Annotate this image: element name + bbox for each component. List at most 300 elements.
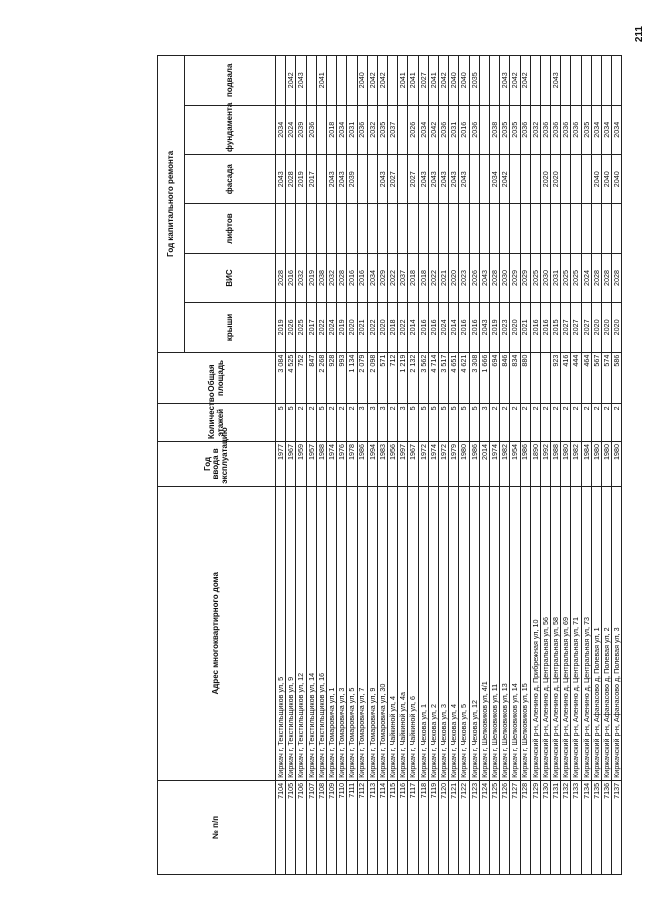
row-repair-lifts bbox=[428, 204, 438, 253]
row-area bbox=[540, 352, 550, 404]
row-number: 7134 bbox=[581, 780, 591, 874]
row-repair-foundation: 2026 bbox=[408, 105, 418, 154]
row-repair-roof: 2024 bbox=[439, 303, 449, 352]
row-repair-lifts bbox=[530, 204, 540, 253]
row-repair-basement bbox=[540, 56, 550, 106]
row-repair-basement: 2042 bbox=[286, 56, 296, 106]
table-row bbox=[388, 56, 398, 875]
rotated-table-sheet bbox=[157, 55, 622, 875]
row-address: Киржачский р-н, Аленино д, Центральная ул, 58 bbox=[551, 486, 561, 780]
row-year: 1890 bbox=[530, 442, 540, 487]
row-repair-roof: 2020 bbox=[347, 303, 357, 352]
row-repair-vis: 2028 bbox=[276, 253, 286, 302]
row-floors: 2 bbox=[510, 404, 520, 442]
row-address: Киржачский р-н, Аленино д, Центральная ул, 71 bbox=[571, 486, 581, 780]
row-number: 7108 bbox=[316, 780, 326, 874]
row-repair-lifts bbox=[388, 204, 398, 253]
row-repair-facade: 2017 bbox=[306, 155, 316, 204]
row-repair-basement bbox=[591, 56, 601, 106]
row-floors: 2 bbox=[602, 404, 612, 442]
row-year: 1974 bbox=[489, 442, 499, 487]
row-year: 1974 bbox=[326, 442, 336, 487]
row-repair-roof: 2020 bbox=[377, 303, 387, 352]
row-repair-lifts bbox=[612, 204, 622, 253]
row-year: 1992 bbox=[540, 442, 550, 487]
row-area: 444 bbox=[571, 352, 581, 404]
row-number: 7119 bbox=[428, 780, 438, 874]
row-year: 1982 bbox=[500, 442, 510, 487]
row-year: 1957 bbox=[306, 442, 316, 487]
row-repair-foundation: 2036 bbox=[551, 105, 561, 154]
row-address: Киржач г, Шелковиков ул, 15 bbox=[520, 486, 530, 780]
row-repair-facade: 2039 bbox=[347, 155, 357, 204]
row-repair-lifts bbox=[276, 204, 286, 253]
row-repair-foundation: 2042 bbox=[428, 105, 438, 154]
row-area: 923 bbox=[551, 352, 561, 404]
header-year: Год ввода в эксплуатацию bbox=[158, 442, 276, 487]
row-address: Киржач г, Томаровича ул, 5 bbox=[347, 486, 357, 780]
row-repair-facade: 2043 bbox=[337, 155, 347, 204]
row-repair-foundation: 2034 bbox=[337, 105, 347, 154]
row-year: 1979 bbox=[449, 442, 459, 487]
row-repair-foundation: 2037 bbox=[388, 105, 398, 154]
row-area: 574 bbox=[602, 352, 612, 404]
row-area: 1 134 bbox=[347, 352, 357, 404]
row-floors: 2 bbox=[551, 404, 561, 442]
row-repair-basement bbox=[347, 56, 357, 106]
row-repair-vis: 2030 bbox=[540, 253, 550, 302]
row-address: Киржач г, Шелковиков ул, 4/1 bbox=[479, 486, 489, 780]
row-repair-foundation: 2034 bbox=[602, 105, 612, 154]
row-repair-roof: 2027 bbox=[581, 303, 591, 352]
row-repair-basement bbox=[612, 56, 622, 106]
row-repair-lifts bbox=[510, 204, 520, 253]
row-repair-lifts bbox=[459, 204, 469, 253]
row-floors: 5 bbox=[316, 404, 326, 442]
row-number: 7113 bbox=[367, 780, 377, 874]
row-repair-roof: 2014 bbox=[449, 303, 459, 352]
row-repair-roof: 2021 bbox=[357, 303, 367, 352]
row-address: Киржач г, Томаровича ул, 7 bbox=[357, 486, 367, 780]
row-number: 7106 bbox=[296, 780, 306, 874]
row-repair-lifts bbox=[316, 204, 326, 253]
row-year: 1954 bbox=[510, 442, 520, 487]
table-row bbox=[428, 56, 438, 875]
row-year: 2014 bbox=[479, 442, 489, 487]
row-repair-foundation: 2034 bbox=[418, 105, 428, 154]
row-floors: 2 bbox=[296, 404, 306, 442]
row-number: 7121 bbox=[449, 780, 459, 874]
row-repair-foundation bbox=[479, 105, 489, 154]
row-year: 1977 bbox=[276, 442, 286, 487]
row-repair-basement bbox=[479, 56, 489, 106]
row-repair-foundation: 2036 bbox=[561, 105, 571, 154]
table-row bbox=[367, 56, 377, 875]
row-year: 1976 bbox=[337, 442, 347, 487]
row-repair-facade bbox=[571, 155, 581, 204]
row-repair-vis: 2016 bbox=[357, 253, 367, 302]
row-year: 1986 bbox=[520, 442, 530, 487]
row-address: Киржач г, Чайкиной ул, 6 bbox=[408, 486, 418, 780]
row-year: 1983 bbox=[377, 442, 387, 487]
row-repair-roof: 2014 bbox=[408, 303, 418, 352]
row-repair-basement: 2043 bbox=[551, 56, 561, 106]
row-repair-roof: 2016 bbox=[428, 303, 438, 352]
row-floors: 5 bbox=[469, 404, 479, 442]
row-area: 464 bbox=[581, 352, 591, 404]
row-area: 694 bbox=[489, 352, 499, 404]
row-repair-roof: 2016 bbox=[469, 303, 479, 352]
row-address: Киржач г, Текстильщиков ул, 14 bbox=[306, 486, 316, 780]
row-repair-facade bbox=[530, 155, 540, 204]
row-repair-vis: 2023 bbox=[459, 253, 469, 302]
row-address: Киржачский р-н, Афанасово д, Полевая ул, 1 bbox=[591, 486, 601, 780]
row-repair-vis: 2020 bbox=[449, 253, 459, 302]
row-floors: 2 bbox=[540, 404, 550, 442]
row-year: 1980 bbox=[591, 442, 601, 487]
row-repair-vis: 2034 bbox=[367, 253, 377, 302]
row-repair-vis: 2037 bbox=[398, 253, 408, 302]
row-address: Киржач г, Шелковиков ул, 13 bbox=[500, 486, 510, 780]
table-row bbox=[571, 56, 581, 875]
row-repair-vis: 2043 bbox=[479, 253, 489, 302]
row-repair-foundation: 2031 bbox=[347, 105, 357, 154]
row-repair-facade: 2040 bbox=[602, 155, 612, 204]
row-address: Киржач г, Томаровича ул, 3 bbox=[337, 486, 347, 780]
row-floors: 3 bbox=[357, 404, 367, 442]
row-repair-foundation: 2035 bbox=[500, 105, 510, 154]
row-area: 3 084 bbox=[276, 352, 286, 404]
row-repair-vis: 2028 bbox=[591, 253, 601, 302]
row-number: 7118 bbox=[418, 780, 428, 874]
row-year: 1980 bbox=[561, 442, 571, 487]
row-repair-roof: 2018 bbox=[388, 303, 398, 352]
header-vis: ВИС bbox=[185, 253, 276, 302]
row-repair-vis: 2024 bbox=[581, 253, 591, 302]
row-number: 7128 bbox=[520, 780, 530, 874]
row-repair-vis: 2016 bbox=[286, 253, 296, 302]
row-repair-roof: 2020 bbox=[510, 303, 520, 352]
row-floors: 5 bbox=[449, 404, 459, 442]
row-repair-roof: 2016 bbox=[418, 303, 428, 352]
row-repair-lifts bbox=[500, 204, 510, 253]
row-number: 7127 bbox=[510, 780, 520, 874]
row-address: Киржач г, Чехова ул, 12 bbox=[469, 486, 479, 780]
table-row bbox=[459, 56, 469, 875]
row-area: 2 098 bbox=[367, 352, 377, 404]
header-address: Адрес многоквартирного дома bbox=[158, 486, 276, 780]
row-number: 7132 bbox=[561, 780, 571, 874]
row-number: 7120 bbox=[439, 780, 449, 874]
row-repair-lifts bbox=[449, 204, 459, 253]
table-row bbox=[530, 56, 540, 875]
row-repair-basement: 2035 bbox=[469, 56, 479, 106]
row-repair-vis: 2022 bbox=[388, 253, 398, 302]
row-repair-roof: 2017 bbox=[306, 303, 316, 352]
row-number: 7105 bbox=[286, 780, 296, 874]
row-year: 1974 bbox=[428, 442, 438, 487]
row-number: 7135 bbox=[591, 780, 601, 874]
row-year: 1980 bbox=[459, 442, 469, 487]
row-area: 712 bbox=[388, 352, 398, 404]
row-repair-roof: 2043 bbox=[479, 303, 489, 352]
row-floors: 2 bbox=[520, 404, 530, 442]
row-repair-vis: 2031 bbox=[551, 253, 561, 302]
row-area: 846 bbox=[500, 352, 510, 404]
row-year: 1982 bbox=[571, 442, 581, 487]
table-row bbox=[337, 56, 347, 875]
row-repair-facade: 2043 bbox=[449, 155, 459, 204]
row-repair-foundation: 2036 bbox=[520, 105, 530, 154]
row-repair-foundation: 2034 bbox=[591, 105, 601, 154]
row-floors: 3 bbox=[377, 404, 387, 442]
row-repair-facade bbox=[581, 155, 591, 204]
table-row bbox=[306, 56, 316, 875]
table-row bbox=[551, 56, 561, 875]
row-address: Киржач г, Чайкиной ул, 4а bbox=[398, 486, 408, 780]
row-repair-facade: 2043 bbox=[459, 155, 469, 204]
row-area: 834 bbox=[510, 352, 520, 404]
row-repair-vis: 2018 bbox=[418, 253, 428, 302]
row-repair-lifts bbox=[489, 204, 499, 253]
row-repair-roof: 2019 bbox=[489, 303, 499, 352]
row-repair-vis: 2025 bbox=[571, 253, 581, 302]
row-year: 1986 bbox=[469, 442, 479, 487]
row-repair-foundation: 2024 bbox=[286, 105, 296, 154]
row-repair-facade bbox=[367, 155, 377, 204]
row-repair-facade: 2043 bbox=[377, 155, 387, 204]
row-repair-lifts bbox=[469, 204, 479, 253]
row-repair-lifts bbox=[571, 204, 581, 253]
table-row bbox=[377, 56, 387, 875]
row-floors: 2 bbox=[530, 404, 540, 442]
row-repair-vis: 2028 bbox=[337, 253, 347, 302]
row-repair-vis: 2028 bbox=[612, 253, 622, 302]
row-address: Киржач г, Томаровича ул, 30 bbox=[377, 486, 387, 780]
row-area: 2 268 bbox=[316, 352, 326, 404]
table-row bbox=[581, 56, 591, 875]
row-repair-foundation: 2016 bbox=[459, 105, 469, 154]
row-address: Киржач г, Чехова ул, 2 bbox=[428, 486, 438, 780]
row-number: 7124 bbox=[479, 780, 489, 874]
row-number: 7114 bbox=[377, 780, 387, 874]
row-repair-lifts bbox=[602, 204, 612, 253]
row-repair-facade bbox=[479, 155, 489, 204]
table-row bbox=[520, 56, 530, 875]
table-row bbox=[479, 56, 489, 875]
row-repair-facade bbox=[357, 155, 367, 204]
row-repair-lifts bbox=[357, 204, 367, 253]
row-address: Киржачский р-н, Аленино д, Прибрежная ул, 10 bbox=[530, 486, 540, 780]
row-address: Киржачский р-н, Афанасово д, Полевая ул, 2 bbox=[602, 486, 612, 780]
row-repair-facade: 2043 bbox=[276, 155, 286, 204]
table-row bbox=[469, 56, 479, 875]
header-num: № п/п bbox=[158, 780, 276, 874]
row-repair-foundation: 2035 bbox=[510, 105, 520, 154]
table-row bbox=[286, 56, 296, 875]
row-repair-roof: 2027 bbox=[571, 303, 581, 352]
row-repair-basement: 2041 bbox=[408, 56, 418, 106]
table-row bbox=[418, 56, 428, 875]
row-floors: 5 bbox=[408, 404, 418, 442]
row-repair-roof: 2020 bbox=[602, 303, 612, 352]
header-repair-group: Год капитального ремонта bbox=[158, 56, 185, 353]
row-floors: 5 bbox=[459, 404, 469, 442]
row-repair-roof: 2020 bbox=[612, 303, 622, 352]
row-address: Киржач г, Чехова ул, 1 bbox=[418, 486, 428, 780]
row-repair-roof: 2016 bbox=[459, 303, 469, 352]
row-year: 1988 bbox=[551, 442, 561, 487]
row-repair-facade: 2043 bbox=[326, 155, 336, 204]
row-repair-basement bbox=[561, 56, 571, 106]
row-repair-basement bbox=[571, 56, 581, 106]
row-repair-facade bbox=[520, 155, 530, 204]
table-row bbox=[408, 56, 418, 875]
row-floors: 5 bbox=[418, 404, 428, 442]
row-area: 416 bbox=[561, 352, 571, 404]
row-floors: 3 bbox=[367, 404, 377, 442]
row-year: 1980 bbox=[612, 442, 622, 487]
row-floors: 5 bbox=[439, 404, 449, 442]
row-repair-vis: 2018 bbox=[408, 253, 418, 302]
row-year: 1980 bbox=[602, 442, 612, 487]
row-area: 586 bbox=[612, 352, 622, 404]
row-address: Киржач г, Текстильщиков ул, 16 bbox=[316, 486, 326, 780]
row-repair-lifts bbox=[561, 204, 571, 253]
row-area: 2 079 bbox=[357, 352, 367, 404]
row-repair-facade: 2040 bbox=[591, 155, 601, 204]
header-basement: подвала bbox=[185, 56, 276, 106]
row-number: 7117 bbox=[408, 780, 418, 874]
row-floors: 2 bbox=[500, 404, 510, 442]
row-floors: 2 bbox=[388, 404, 398, 442]
row-year: 1997 bbox=[398, 442, 408, 487]
header-lifts: лифтов bbox=[185, 204, 276, 253]
row-number: 7110 bbox=[337, 780, 347, 874]
row-repair-facade bbox=[510, 155, 520, 204]
row-repair-vis: 2016 bbox=[347, 253, 357, 302]
row-floors: 5 bbox=[286, 404, 296, 442]
row-repair-lifts bbox=[439, 204, 449, 253]
row-floors: 2 bbox=[347, 404, 357, 442]
row-repair-foundation: 2038 bbox=[489, 105, 499, 154]
row-year: 1972 bbox=[439, 442, 449, 487]
row-repair-facade: 2027 bbox=[408, 155, 418, 204]
row-address: Киржачский р-н, Аленино д, Центральная ул, 73 bbox=[581, 486, 591, 780]
table-row bbox=[398, 56, 408, 875]
row-floors: 2 bbox=[306, 404, 316, 442]
header-roof: крыши bbox=[185, 303, 276, 352]
row-repair-facade bbox=[398, 155, 408, 204]
row-year: 1967 bbox=[286, 442, 296, 487]
table-row bbox=[347, 56, 357, 875]
row-repair-lifts bbox=[347, 204, 357, 253]
row-repair-facade: 2043 bbox=[439, 155, 449, 204]
capital-repair-table bbox=[157, 55, 622, 875]
row-repair-vis: 2025 bbox=[561, 253, 571, 302]
row-area: 3 562 bbox=[418, 352, 428, 404]
row-floors: 3 bbox=[398, 404, 408, 442]
row-number: 7131 bbox=[551, 780, 561, 874]
row-address: Киржач г, Шелковиков ул, 11 bbox=[489, 486, 499, 780]
row-repair-vis: 2028 bbox=[602, 253, 612, 302]
row-year: 1959 bbox=[296, 442, 306, 487]
row-repair-foundation: 2031 bbox=[449, 105, 459, 154]
row-repair-roof: 2027 bbox=[561, 303, 571, 352]
row-repair-basement bbox=[581, 56, 591, 106]
row-repair-basement bbox=[489, 56, 499, 106]
table-row bbox=[591, 56, 601, 875]
row-number: 7122 bbox=[459, 780, 469, 874]
row-repair-roof: 2022 bbox=[367, 303, 377, 352]
table-row bbox=[489, 56, 499, 875]
row-number: 7107 bbox=[306, 780, 316, 874]
row-area: 3 308 bbox=[469, 352, 479, 404]
row-repair-vis: 2032 bbox=[296, 253, 306, 302]
row-repair-basement: 2043 bbox=[296, 56, 306, 106]
row-repair-lifts bbox=[377, 204, 387, 253]
row-repair-vis: 2030 bbox=[500, 253, 510, 302]
row-number: 7137 bbox=[612, 780, 622, 874]
row-number: 7136 bbox=[602, 780, 612, 874]
table-row bbox=[561, 56, 571, 875]
row-repair-vis: 2019 bbox=[306, 253, 316, 302]
row-repair-roof: 2016 bbox=[540, 303, 550, 352]
row-number: 7129 bbox=[530, 780, 540, 874]
row-repair-basement: 2040 bbox=[357, 56, 367, 106]
row-repair-lifts bbox=[296, 204, 306, 253]
row-repair-lifts bbox=[337, 204, 347, 253]
row-repair-basement: 2043 bbox=[500, 56, 510, 106]
row-repair-lifts bbox=[398, 204, 408, 253]
row-repair-roof: 2016 bbox=[530, 303, 540, 352]
row-area: 4 621 bbox=[459, 352, 469, 404]
row-repair-roof: 2024 bbox=[326, 303, 336, 352]
row-repair-lifts bbox=[286, 204, 296, 253]
row-repair-basement bbox=[530, 56, 540, 106]
row-address: Киржач г, Шелковиков ул, 14 bbox=[510, 486, 520, 780]
row-area: 567 bbox=[591, 352, 601, 404]
row-repair-foundation: 2032 bbox=[530, 105, 540, 154]
row-area: 847 bbox=[306, 352, 316, 404]
row-repair-vis: 2029 bbox=[510, 253, 520, 302]
row-repair-basement: 2041 bbox=[428, 56, 438, 106]
row-address: Киржач г, Чехова ул, 5 bbox=[459, 486, 469, 780]
row-repair-foundation: 2018 bbox=[326, 105, 336, 154]
row-repair-facade: 2043 bbox=[418, 155, 428, 204]
row-repair-basement: 2041 bbox=[316, 56, 326, 106]
row-number: 7126 bbox=[500, 780, 510, 874]
row-number: 7133 bbox=[571, 780, 581, 874]
row-repair-basement: 2042 bbox=[439, 56, 449, 106]
table-row bbox=[500, 56, 510, 875]
table-row bbox=[357, 56, 367, 875]
row-repair-roof: 2020 bbox=[591, 303, 601, 352]
row-repair-lifts bbox=[418, 204, 428, 253]
row-number: 7123 bbox=[469, 780, 479, 874]
row-repair-facade: 2027 bbox=[388, 155, 398, 204]
row-address: Киржачский р-н, Аленино д, Центральная ул, 69 bbox=[561, 486, 571, 780]
row-repair-basement: 2042 bbox=[367, 56, 377, 106]
row-repair-vis: 2025 bbox=[530, 253, 540, 302]
row-repair-foundation: 2036 bbox=[469, 105, 479, 154]
table-row bbox=[276, 56, 286, 875]
row-address: Киржач г, Чайкиной ул, 4 bbox=[388, 486, 398, 780]
row-repair-foundation: 2034 bbox=[612, 105, 622, 154]
row-repair-basement: 2041 bbox=[398, 56, 408, 106]
row-area: 4 651 bbox=[449, 352, 459, 404]
row-year: 1994 bbox=[367, 442, 377, 487]
